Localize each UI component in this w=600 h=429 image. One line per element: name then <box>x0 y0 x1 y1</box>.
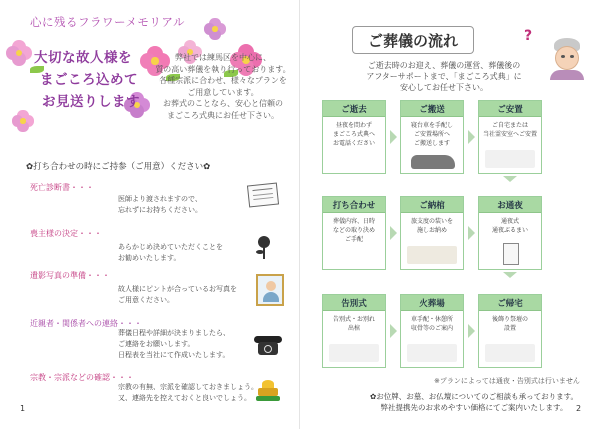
step-line: 出棺 <box>347 325 360 332</box>
step-title: ご逝去 <box>323 101 385 117</box>
step-line: ご安置場所へ <box>413 131 450 138</box>
step-arrangement <box>322 196 386 270</box>
bring-item-label: 宗教・宗派などの確認・・・ <box>30 373 134 382</box>
page-number: 2 <box>576 404 582 413</box>
bring-item-label: 喪主様の決定・・・ <box>30 229 102 238</box>
headline-line: 大切な故人様を <box>34 50 132 66</box>
flow-arrow-down <box>503 272 517 278</box>
telephone-icon <box>254 336 282 356</box>
bring-item-chief-mourner <box>30 228 270 262</box>
altar-illustration <box>485 344 535 362</box>
step-line: 通夜ぶるまい <box>491 227 528 234</box>
step-title: 告別式 <box>323 295 385 311</box>
flower-decoration <box>6 40 32 66</box>
step-body <box>401 311 463 333</box>
step-body <box>401 213 463 235</box>
step-line: ご手配 <box>344 236 363 243</box>
step-line: ご自宅または <box>491 122 528 129</box>
headline-line: まごころ込めて <box>40 72 138 88</box>
footer-line: 弊社提携先のお求めやすい価格にてご案内いたします。 <box>380 403 568 412</box>
bring-item-portrait-photo <box>30 270 270 304</box>
flower-offering-icon <box>254 236 274 260</box>
step-title: ご納棺 <box>401 197 463 213</box>
bring-item-desc <box>118 284 258 306</box>
flow-arrow <box>390 324 397 338</box>
lead-line: アフターサポートまで、「まごころ式典」に <box>366 72 522 81</box>
step-line: 告別式・お別れ <box>332 316 375 323</box>
intro-line: ご用意しています。 <box>187 87 259 97</box>
hearse-car-icon <box>411 155 455 169</box>
step-title: お通夜 <box>479 197 541 213</box>
bring-item-desc <box>118 194 258 216</box>
step-line: 昼夜を問わず <box>335 122 372 129</box>
flower-decoration <box>204 18 226 40</box>
contact-heading: ✿打ち合わせの時にご持参（ご用意）ください✿ <box>26 162 211 172</box>
flow-arrow <box>468 324 475 338</box>
step-encoffining <box>400 196 464 270</box>
step-repose <box>478 100 542 174</box>
headline-line: お見送りします <box>42 94 140 110</box>
ceremony-illustration <box>329 344 379 362</box>
memorial-plaque-icon <box>503 243 519 265</box>
step-line: 当社霊安室へご安置 <box>482 131 537 138</box>
desc-line: お勧めいたします。 <box>118 254 181 262</box>
step-body <box>323 117 385 148</box>
desc-line: 葬儀日程や詳細が決まりましたら、 <box>118 329 230 337</box>
step-line: 後飾り祭壇の <box>491 316 528 323</box>
desc-line: ご連絡をお願いします。 <box>118 340 195 348</box>
desc-line: 宗教の有無、宗派を確認しておきましょう。 <box>118 383 258 391</box>
step-return-home <box>478 294 542 368</box>
bring-item-contact-relatives <box>30 318 270 359</box>
lead-line: 安心してお任せ下さい。 <box>400 83 488 92</box>
flow-arrow <box>390 226 397 240</box>
flow-title: ご葬儀の流れ <box>352 26 474 54</box>
desc-line: あらかじめ決めていただくことを <box>118 243 223 251</box>
desc-line: 忘れずにお持ちください。 <box>118 206 202 214</box>
step-line: まごころ式典へ <box>332 131 375 138</box>
step-line: お電話ください <box>332 140 375 147</box>
footer-line: ✿お位牌、お墓、お仏壇についてのご相談も承っております。 <box>369 392 579 401</box>
step-title: 火葬場 <box>401 295 463 311</box>
step-line: ご搬送します <box>413 140 450 147</box>
step-title: 打ち合わせ <box>323 197 385 213</box>
flower-decoration <box>12 110 34 132</box>
step-crematorium <box>400 294 464 368</box>
step-line: 通夜式 <box>500 218 519 225</box>
step-line: 葬儀内容、日時 <box>332 218 375 225</box>
step-body <box>479 117 541 139</box>
step-line: 旅支度の装いを <box>410 218 453 225</box>
page-number: 1 <box>20 404 26 413</box>
step-body <box>401 117 463 148</box>
intro-line: まごころ式典にお任せ下さい。 <box>167 110 279 120</box>
step-body <box>479 311 541 333</box>
intro-line: 各種宗派に合わせ、様々なプランを <box>159 76 287 85</box>
step-transport <box>400 100 464 174</box>
certificate-icon <box>247 182 279 207</box>
step-line: などの取り決め <box>332 227 375 234</box>
flow-arrow <box>390 130 397 144</box>
intro-line: 質の高い葬儀を執り行っております。 <box>155 64 291 74</box>
intro-line: お葬式のことなら、安心と信頼の <box>163 99 283 108</box>
desc-line: 又、連絡先を控えておくと良いでしょう。 <box>118 394 251 402</box>
flow-arrow <box>468 130 475 144</box>
step-title: ご搬送 <box>401 101 463 117</box>
step-body <box>323 311 385 333</box>
desc-line: ご用意ください。 <box>118 296 174 304</box>
step-line: 設置 <box>503 325 516 332</box>
right-page <box>300 0 600 429</box>
step-line: 施しお納め <box>416 227 447 234</box>
desc-line: 医師より渡されますので、 <box>118 195 202 203</box>
step-title: ご帰宅 <box>479 295 541 311</box>
portrait-photo-icon <box>256 274 284 306</box>
footer-text <box>354 391 594 413</box>
bring-item-desc <box>118 382 258 404</box>
bring-item-desc <box>118 328 258 361</box>
step-line: 寝台車を手配し <box>410 122 453 129</box>
bring-item-label: 近親者・関係者への連絡・・・ <box>30 319 142 328</box>
step-line: 車手配・休憩所 <box>410 316 453 323</box>
bring-item-religion-check <box>30 372 270 402</box>
step-wake <box>478 196 542 270</box>
lead-line: ご逝去時のお迎え、葬儀の運営、葬儀後の <box>367 61 521 70</box>
flow-arrow-down <box>503 176 517 182</box>
intro-line: 弊社では練馬区を中心に、 <box>175 53 271 62</box>
question-mark: ? <box>524 28 533 44</box>
step-body <box>479 213 541 235</box>
bring-item-label: 死亡診断書・・・ <box>30 183 94 192</box>
step-farewell-ceremony <box>322 294 386 368</box>
room-illustration <box>485 150 535 168</box>
step-title: ご安置 <box>479 101 541 117</box>
intro-text <box>148 52 298 121</box>
step-body <box>323 213 385 244</box>
desc-line: 日程表を当社にて作成いたします。 <box>118 351 230 359</box>
step-line: 収骨等のご案内 <box>410 325 453 332</box>
bring-item-death-certificate <box>30 182 270 214</box>
desc-line: 故人様にピントが合っているお写真を <box>118 285 237 293</box>
crematorium-illustration <box>407 344 457 362</box>
bring-item-desc <box>118 242 258 264</box>
lead-text <box>334 60 554 93</box>
coffin-illustration <box>407 246 457 264</box>
bring-item-label: 遺影写真の準備・・・ <box>30 271 110 280</box>
flow-arrow <box>468 226 475 240</box>
incense-burner-icon <box>256 380 280 402</box>
plan-note: ※プランによっては通夜・告別式は行いません <box>434 377 580 385</box>
step-demise <box>322 100 386 174</box>
memorial-title: 心に残るフラワーメモリアル <box>30 15 185 29</box>
